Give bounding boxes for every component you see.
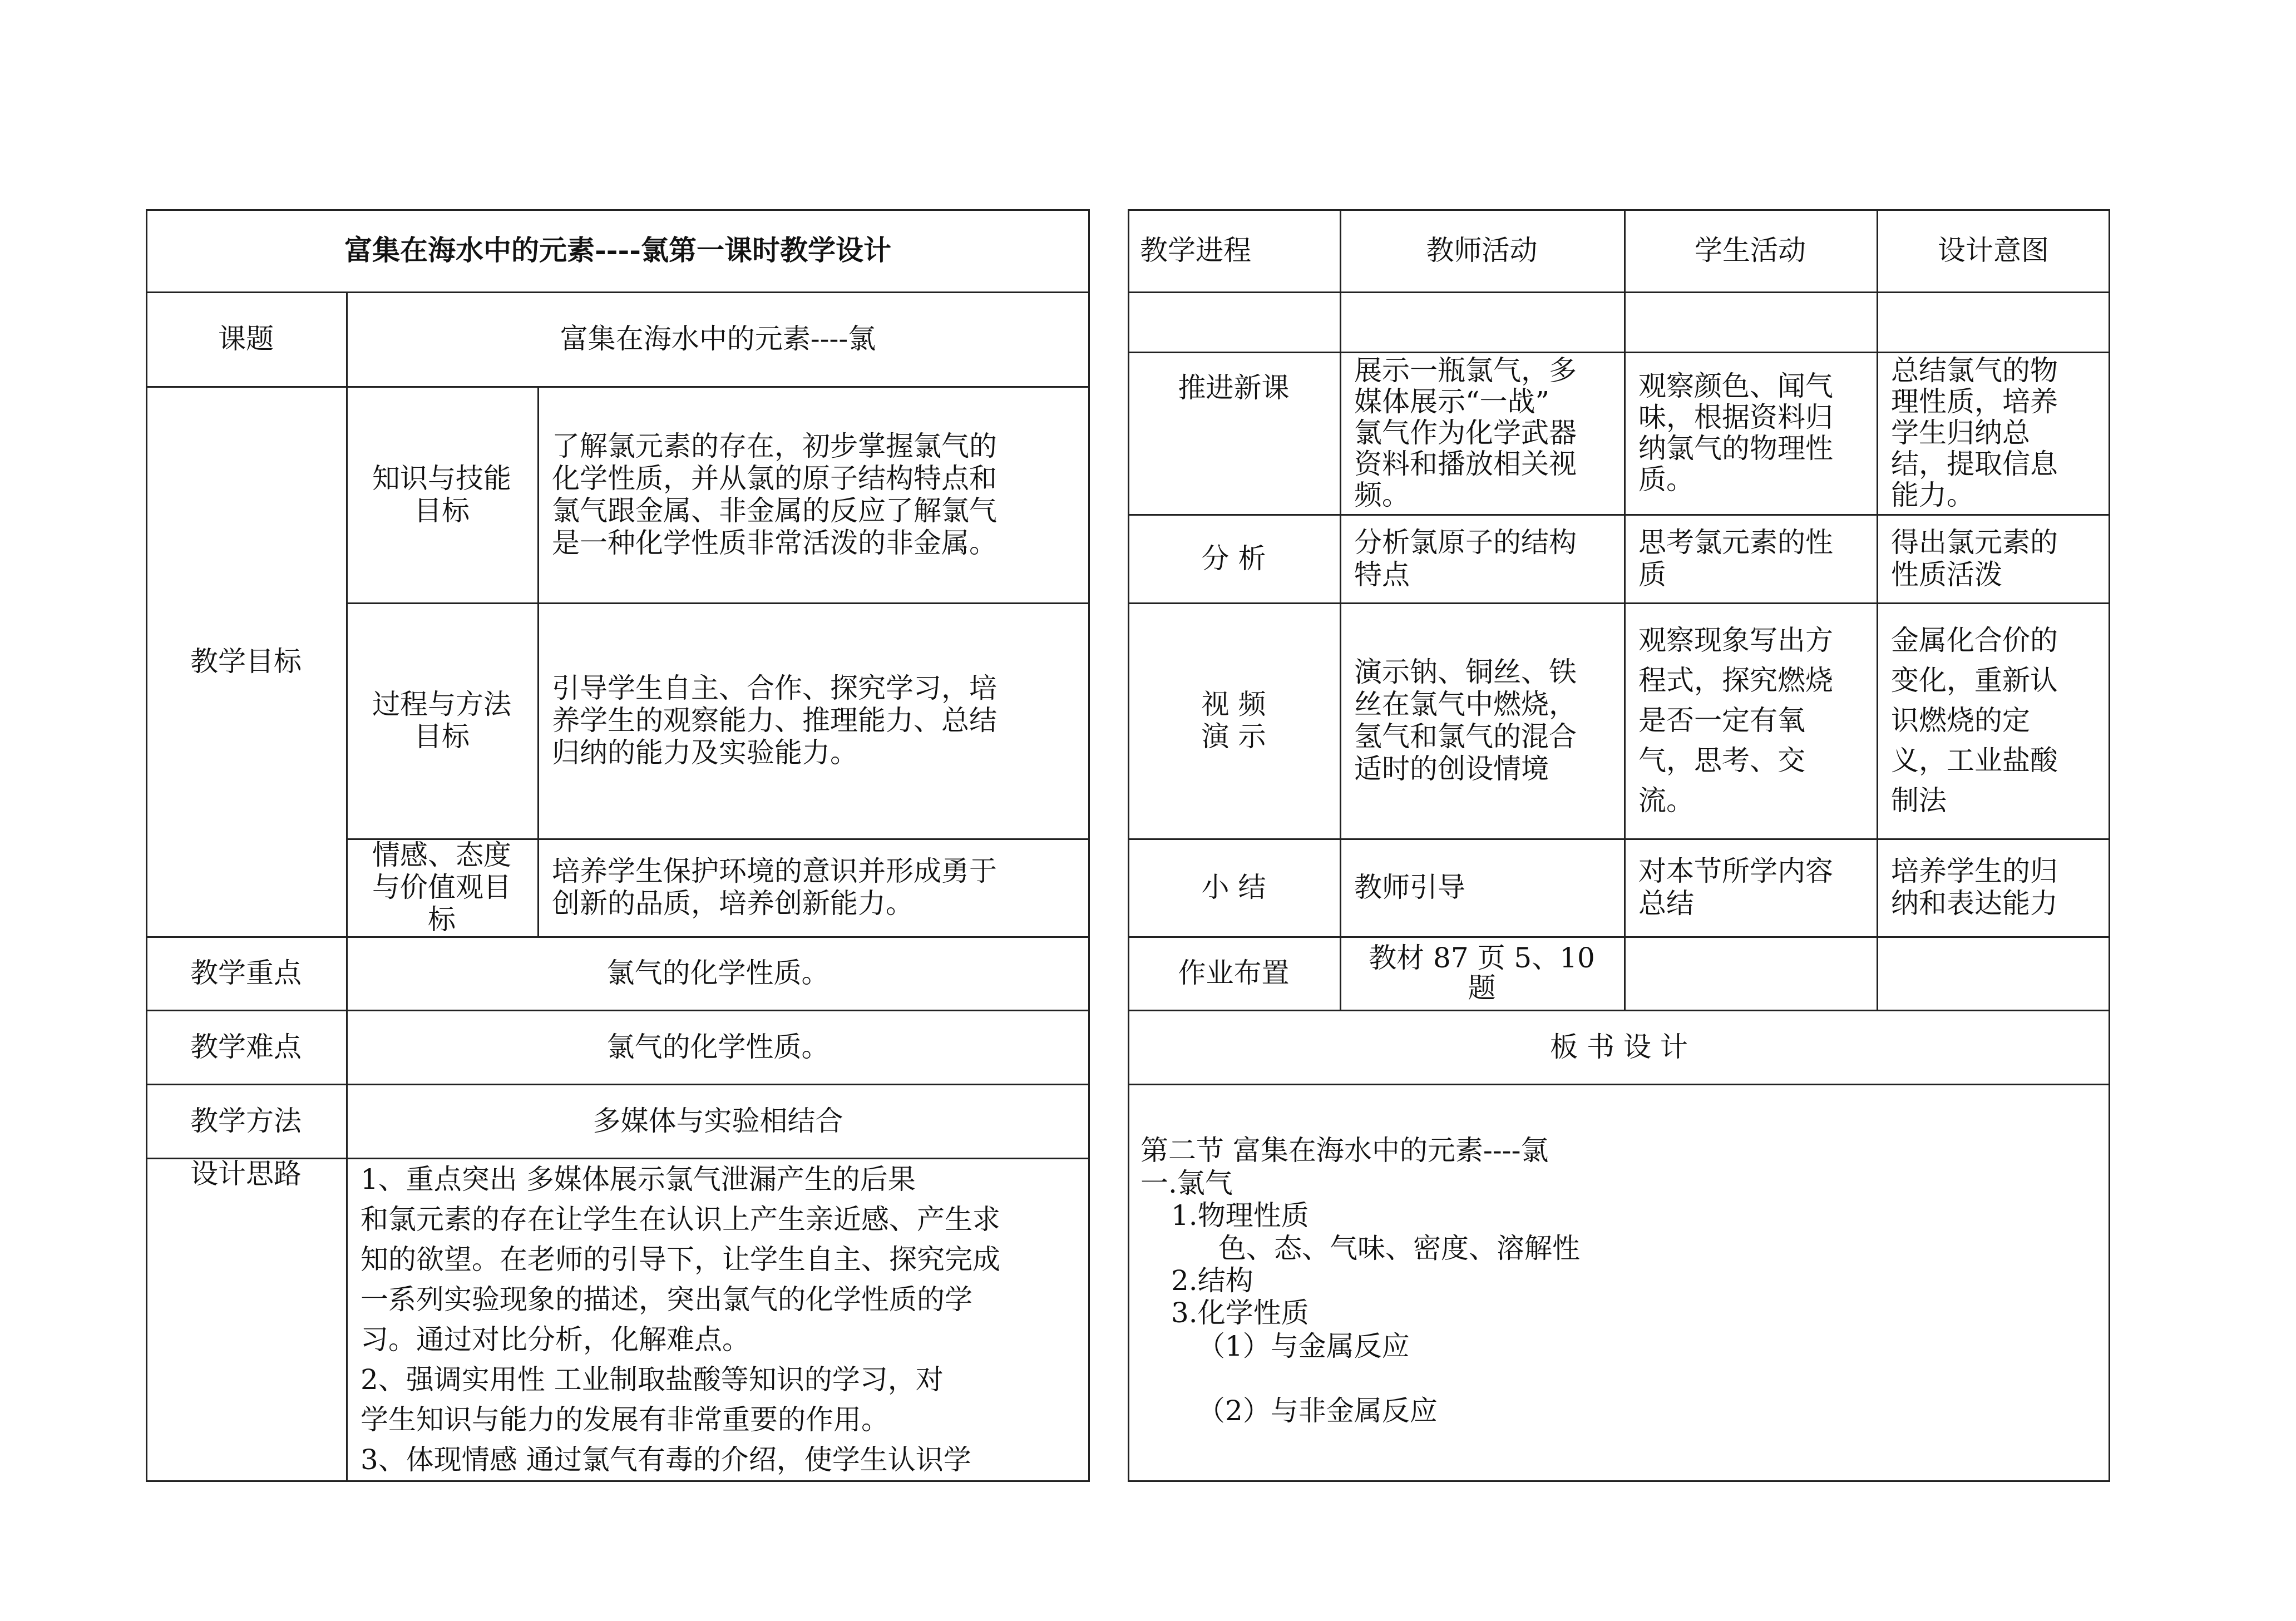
difficulty-value: 氯气的化学性质。 — [606, 1030, 829, 1063]
row-new-lesson-teacher: 展示一瓶氯气，多 媒体展示“一战” 氯气作为化学武器 资料和播放相关视 频。 — [1354, 354, 1577, 511]
row-summary-intent: 培养学生的归 纳和表达能力 — [1891, 855, 2058, 920]
objective-knowledge-label: 知识与技能 目标 — [372, 462, 511, 527]
row-video-student: 观察现象写出方 程式，探究燃烧 是否一定有氧 气，思考、交 流。 — [1638, 624, 1833, 817]
row-homework-teacher: 教材 87 页 5、10 题 — [1369, 942, 1595, 1004]
objective-emotion-text: 培养学生保护环境的意识并形成勇于 创新的品质，培养创新能力。 — [552, 855, 997, 920]
document-title: 富集在海水中的元素----氯第一课时教学设计 — [344, 234, 891, 266]
difficulty-label: 教学难点 — [190, 1030, 302, 1063]
board-line-nonmetal: （2）与非金属反应 — [1197, 1395, 1438, 1427]
method-value: 多媒体与实验相结合 — [592, 1104, 843, 1137]
row-video-teacher: 演示钠、铜丝、铁 丝在氯气中燃烧， 氢气和氯气的混合 适时的创设情境 — [1354, 656, 1577, 785]
row-new-lesson-student: 观察颜色、闻气 味，根据资料归 纳氯气的物理性 质。 — [1638, 370, 1833, 496]
row-video-stage: 视 频 演 示 — [1201, 688, 1266, 753]
objective-emotion-label: 情感、态度 与价值观目 标 — [372, 839, 511, 936]
objective-process-text: 引导学生自主、合作、探究学习，培 养学生的观察能力、推理能力、总结 归纳的能力及实验能力。 — [552, 672, 997, 769]
row-new-lesson-intent: 总结氯气的物 理性质，培养 学生归纳总 结，提取信息 能力。 — [1891, 354, 2058, 511]
row-analysis-student: 思考氯元素的性 质 — [1638, 526, 1833, 591]
board-line-section: 第二节 富集在海水中的元素----氯 — [1140, 1134, 1549, 1167]
board-line-metal: （1）与金属反应 — [1197, 1330, 1410, 1362]
row-summary-student: 对本节所学内容 总结 — [1638, 855, 1833, 920]
row-new-lesson-stage: 推进新课 — [1178, 372, 1290, 404]
header-student: 学生活动 — [1695, 234, 1806, 266]
board-line-physical-detail: 色、态、气味、密度、溶解性 — [1218, 1232, 1580, 1264]
design-text: 1、重点突出 多媒体展示氯气泄漏产生的后果 和氯元素的存在让学生在认识上产生亲近感、产生求 知的欲望。在老师的引导下，让学生自主、探究完成 一系列实验现象的描述，突出氯气的化学性质的学 习。通过对比分析，化解难点。 2、强调实用性 工业制取盐酸等知识的学习，对 学生知识与能力的发展有非常重要的作用。 3、体现情感 通过氯气有毒的介绍，使学生认识学 — [361, 1163, 1000, 1476]
row-analysis-stage: 分 析 — [1201, 542, 1266, 575]
topic-label: 课题 — [218, 323, 274, 355]
objective-knowledge-text: 了解氯元素的存在，初步掌握氯气的 化学性质，并从氯的原子结构特点和 氯气跟金属、非金属的反应了解氯气 是一种化学性质非常活泼的非金属。 — [552, 429, 997, 559]
board-line-physical: 1.物理性质 — [1171, 1199, 1309, 1232]
header-intent: 设计意图 — [1938, 234, 2049, 266]
row-analysis-teacher: 分析氯原子的结构 特点 — [1354, 526, 1577, 591]
header-teacher: 教师活动 — [1426, 234, 1538, 266]
topic-value: 富集在海水中的元素----氯 — [560, 323, 876, 355]
row-homework-intent — [1877, 936, 2110, 1010]
board-line-chemical: 3.化学性质 — [1171, 1297, 1309, 1329]
board-line-structure: 2.结构 — [1171, 1264, 1253, 1297]
board-design-label: 板 书 设 计 — [1550, 1030, 1688, 1063]
board-line-heading: 一.氯气 — [1140, 1167, 1233, 1199]
row-summary-stage: 小 结 — [1201, 871, 1266, 903]
objectives-label: 教学目标 — [190, 645, 302, 678]
objective-process-label: 过程与方法 目标 — [372, 688, 511, 753]
row-homework-student — [1624, 936, 1877, 1010]
design-label: 设计思路 — [190, 1158, 302, 1190]
method-label: 教学方法 — [190, 1104, 302, 1137]
row-video-intent: 金属化合价的 变化，重新认 识燃烧的定 义，工业盐酸 制法 — [1891, 624, 2058, 817]
header-stage: 教学进程 — [1140, 234, 1251, 266]
key-point-label: 教学重点 — [190, 957, 302, 989]
row-analysis-intent: 得出氯元素的 性质活泼 — [1891, 526, 2058, 591]
key-point-value: 氯气的化学性质。 — [606, 957, 829, 989]
row-homework-stage: 作业布置 — [1178, 957, 1290, 989]
row-summary-teacher: 教师引导 — [1354, 871, 1465, 903]
